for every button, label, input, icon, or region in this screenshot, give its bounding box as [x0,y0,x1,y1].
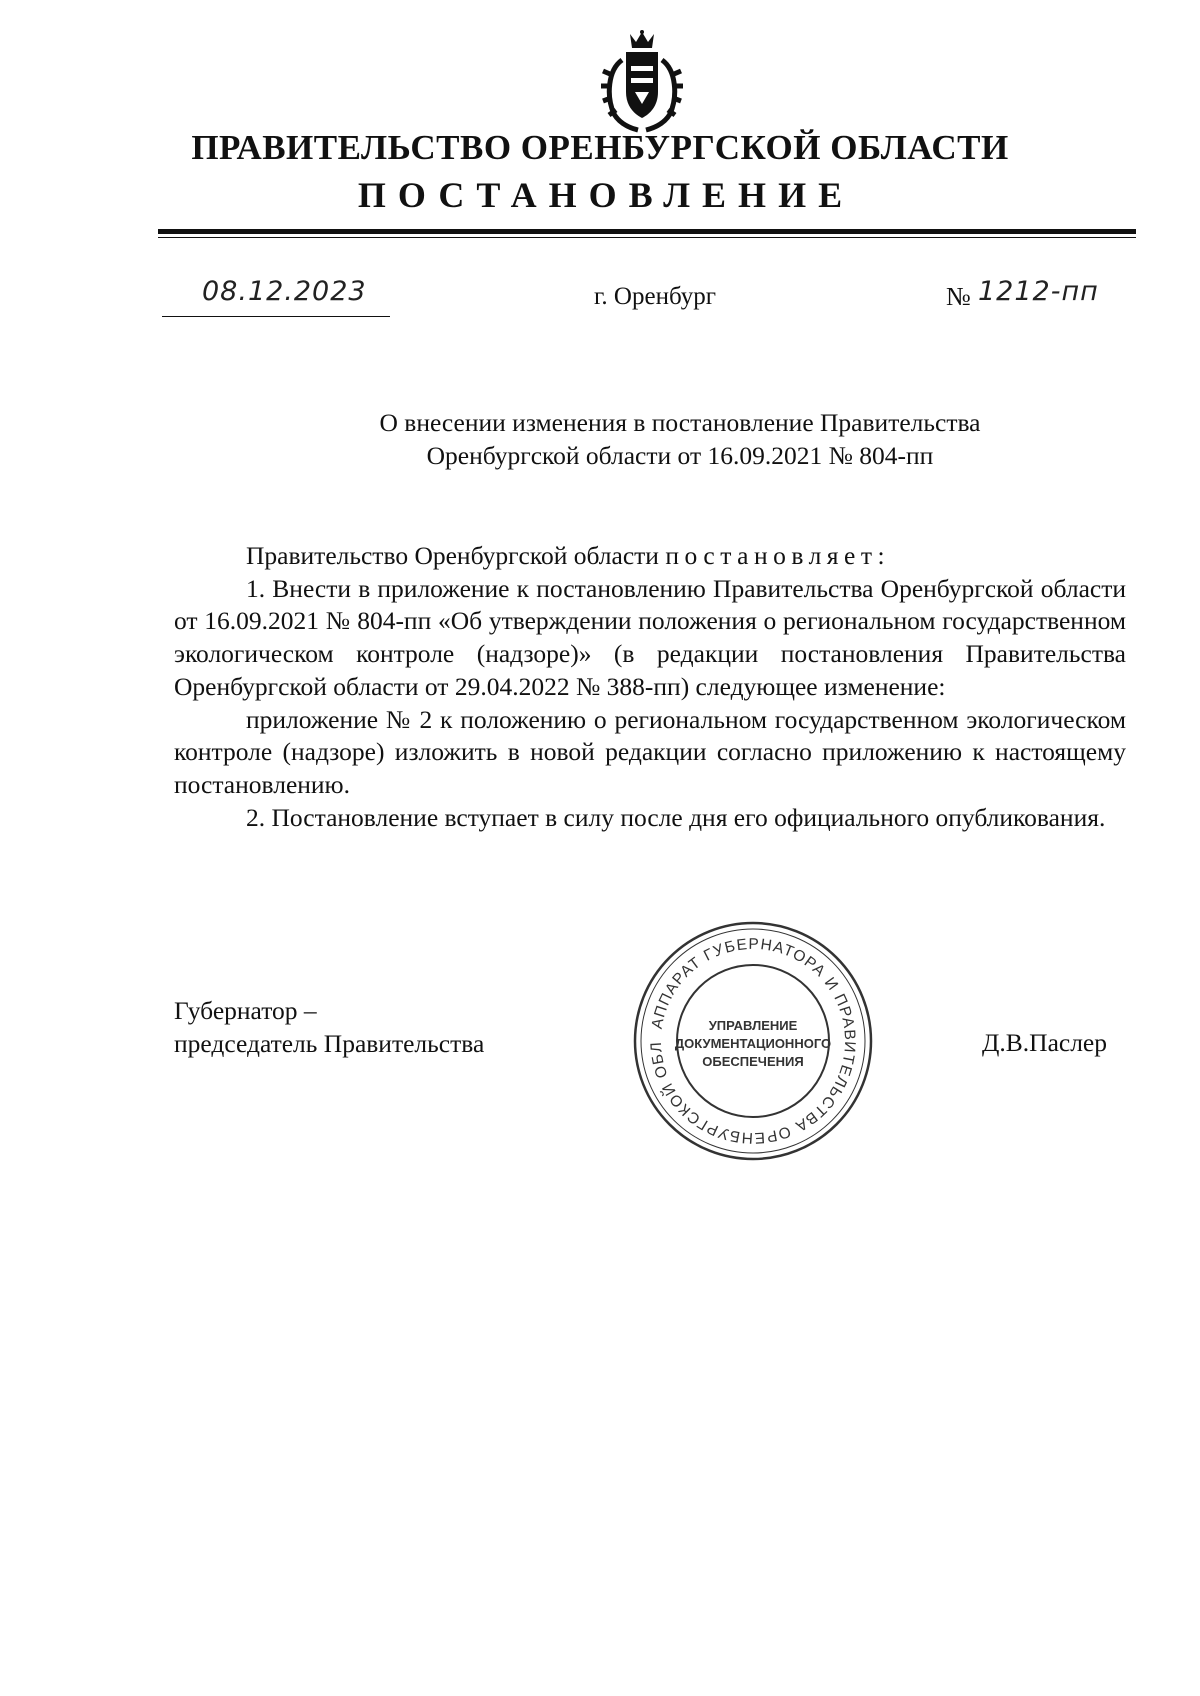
seal-ring-text: АППАРАТ ГУБЕРНАТОРА И ПРАВИТЕЛЬСТВА ОРЕНБУРГСКОЙ ОБЛ [647,935,859,1147]
seal-center-line-3: ОБЕСПЕЧЕНИЯ [702,1054,804,1069]
signatory-position [174,994,484,1060]
document-number: 1212-пп [978,276,1099,307]
header-divider-thin [158,237,1136,238]
document-type: ПОСТАНОВЛЕНИЕ [357,175,855,215]
item-2: 2. Постановление вступает в силу после дня его официального опубликования. [246,802,1106,832]
issuing-authority: ПРАВИТЕЛЬСТВО ОРЕНБУРГСКОЙ ОБЛАСТИ [191,128,1009,167]
subject-line-2: Оренбургской области от 16.09.2021 № 804-пп [426,441,934,470]
header-divider [158,229,1136,234]
position-line-1: Губернатор – [174,996,317,1025]
number-label: № [946,282,971,311]
signatory-name: Д.В.Паслер [982,1028,1107,1057]
intro-paragraph [174,540,1126,573]
document-body [174,540,1126,834]
official-seal [630,918,876,1164]
item-1: 1. Внести в приложение к постановлению Правительства Оренбургской области от 16.09.2021 № 804-пп «Об утверждении положения о региональном государственном экологическом контроле (надзоре)» (в редакции постановления Правительства Оренбургской области от 29.04.2022 № 388-пп) следующее изменение: [174,573,1126,701]
document-date: 08.12.2023 [202,276,367,307]
position-line-2: председатель Правительства [174,1029,485,1058]
coat-of-arms-icon [600,30,684,134]
document-subject [300,406,1060,472]
date-field [162,276,390,317]
seal-center-line-2: ДОКУМЕНТАЦИОННОГО [674,1036,832,1051]
intro-verb: постановляет: [665,541,891,570]
item-1-detail: приложение № 2 к положению о региональном государственном экологическом контроле (надзоре) изложить в новой редакции согласно приложению к настоящему постановлению. [174,704,1126,799]
subject-line-1: О внесении изменения в постановление Правительства [379,408,981,437]
intro-text: Правительство Оренбургской области [246,541,659,570]
city: г. Оренбург [594,283,716,310]
seal-center-line-1: УПРАВЛЕНИЕ [708,1018,798,1033]
